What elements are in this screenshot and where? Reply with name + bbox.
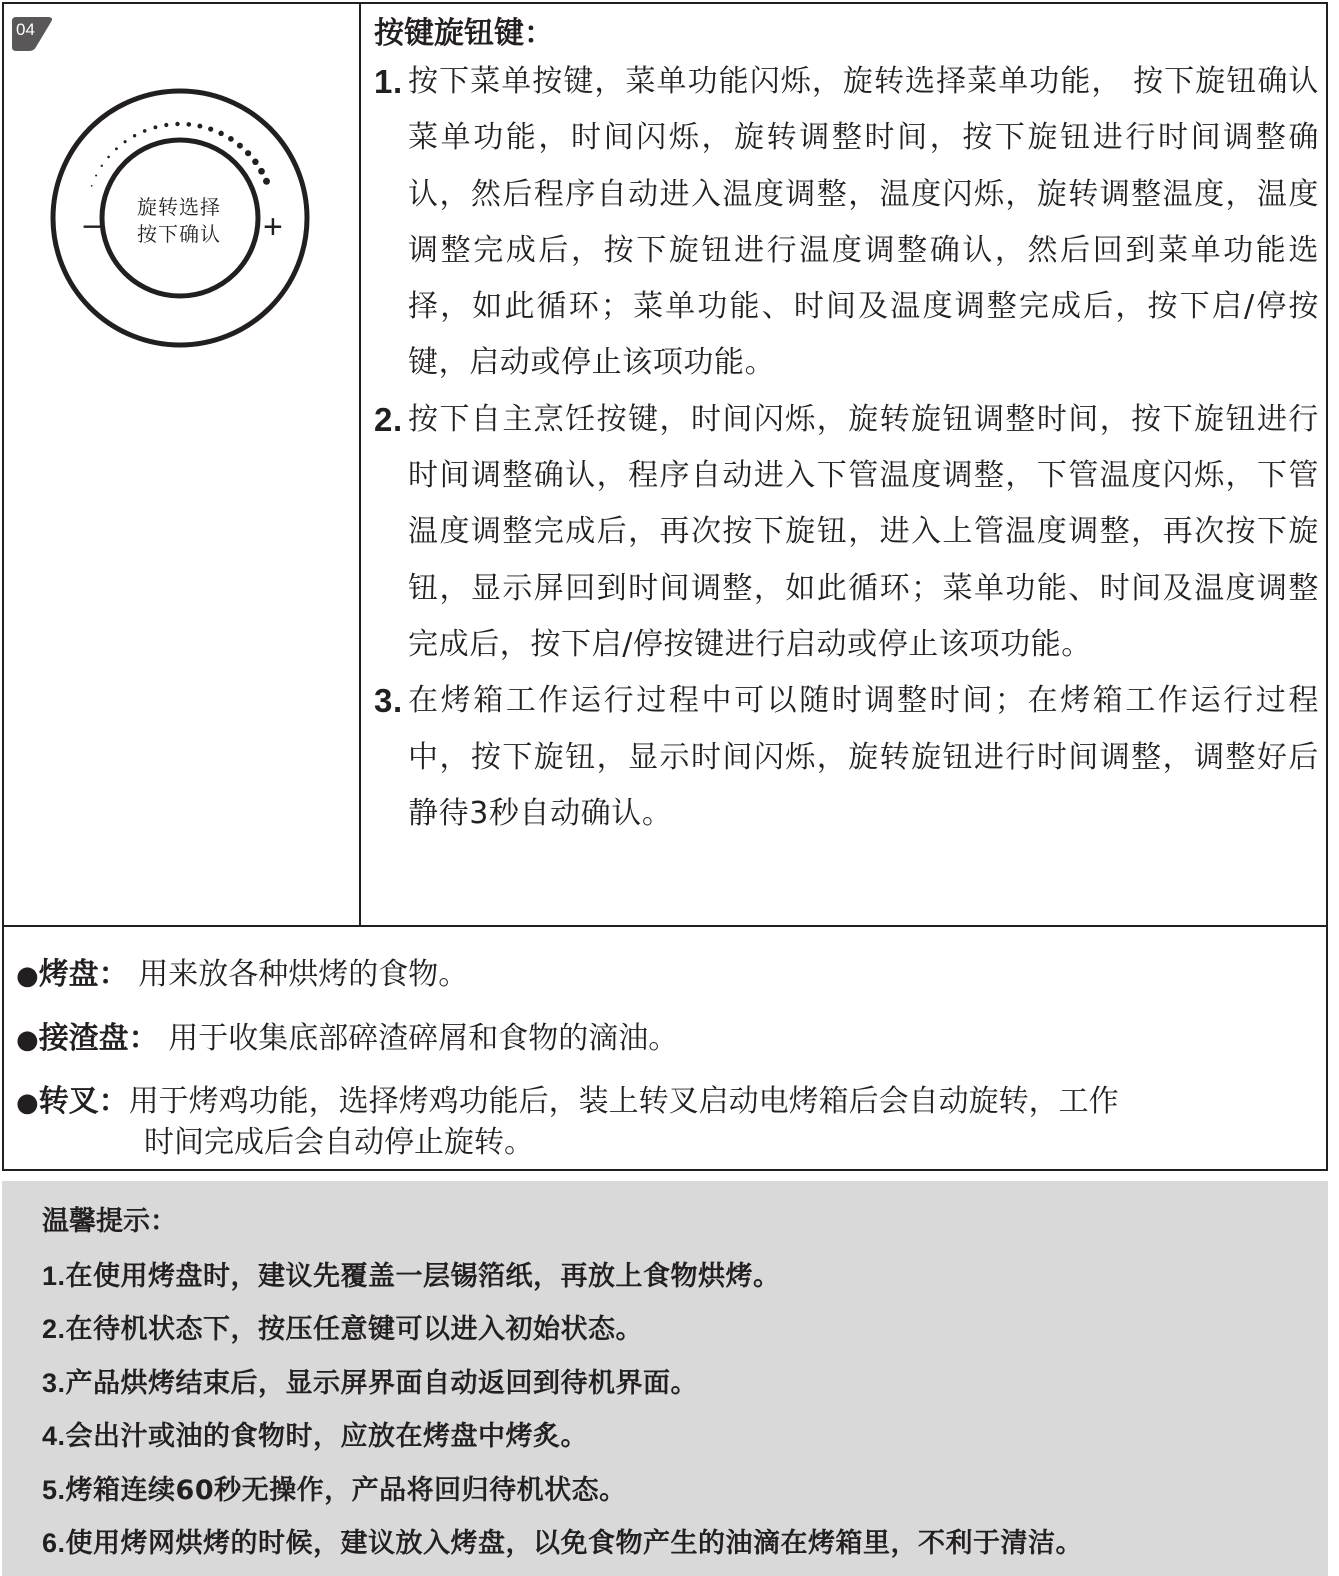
indicator-dot (95, 174, 97, 176)
knob-instructions (374, 14, 1319, 842)
tip-number: 6. (42, 1528, 66, 1558)
tip-item (42, 1361, 698, 1400)
accessory-desc-line2: 时间完成后会自动停止旋转。 (144, 1125, 534, 1160)
tip-text: 使用烤网烘烤的时候，建议放入烤盘，以免食物产生的油滴在烤箱里，不利于清洁。 (65, 1528, 1084, 1559)
tip-number: 2. (42, 1314, 66, 1344)
item-text: 按下自主烹饪按键，时间闪烁，旋转旋钮调整时间，按下旋钮进行时间调整确认，程序自动进入下管温度调整，下管温度闪烁，下管温度调整完成后，再次按下旋钮，进入上管温度调整，再次按下旋钮，显示屏回到时间调整，如此循环；菜单功能、时间及温度调整完成后，按下启/停按键进行启动或停止该项功能。 (408, 401, 1319, 662)
tip-item (42, 1254, 781, 1293)
accessory-desc: 用于烤鸡功能，选择烤鸡功能后，装上转叉启动电烤箱后会自动旋转，工作 (128, 1084, 1119, 1119)
accessory-desc: 用于收集底部碎渣碎屑和食物的滴油。 (168, 1021, 679, 1056)
tip-item (42, 1307, 643, 1346)
accessory-crumb-tray (16, 1019, 678, 1060)
page-number-tab (12, 17, 54, 51)
minus-sign: − (82, 208, 102, 246)
plus-sign: + (263, 208, 283, 246)
indicator-dot (143, 129, 147, 133)
item-text: 按下菜单按键，菜单功能闪烁，旋转选择菜单功能， 按下旋钮确认菜单功能，时间闪烁，旋转调整时间，按下旋钮进行时间调整确认，然后程序自动进入温度调整，温度闪烁，旋转调整温度，温度调整完成后，按下旋钮进行温度调整确认，然后回到菜单功能选择，如此循环；菜单功能、时间及温度调整完成后，按下启/停按键，启动或停止该项功能。 (408, 64, 1319, 381)
knob-instruction-item (374, 392, 1319, 673)
indicator-dot (237, 143, 243, 149)
indicator-dot (245, 150, 251, 156)
knob-section-title: 按键旋钮键： (374, 16, 554, 51)
indicator-dot (133, 134, 136, 137)
instruction-table (2, 2, 1328, 927)
bullet-icon: ● (16, 1088, 39, 1118)
indicator-dot (153, 125, 157, 129)
indicator-dot (197, 124, 202, 129)
tip-item (42, 1468, 627, 1507)
tips-title: 温馨提示： (42, 1206, 177, 1237)
indicator-dot (258, 168, 265, 175)
indicator-dot (91, 185, 93, 187)
indicator-dot (175, 122, 179, 126)
item-number: 2. (374, 400, 403, 438)
knob-instruction-item (374, 54, 1319, 392)
indicator-dot (228, 136, 234, 142)
indicator-dot (101, 165, 103, 167)
bullet-icon: ● (16, 961, 39, 991)
accessory-rotisserie-fork (16, 1082, 1119, 1163)
tip-number: 3. (42, 1368, 66, 1398)
tips-panel (2, 1181, 1328, 1576)
tip-text: 产品烘烤结束后，显示屏界面自动返回到待机界面。 (65, 1368, 699, 1399)
tip-item (42, 1521, 1083, 1560)
accessory-name: 转叉： (38, 1084, 129, 1119)
accessory-desc: 用来放各种烘烤的食物。 (138, 957, 469, 992)
tip-number: 1. (42, 1261, 66, 1291)
knob-label-press: 按下确认 (137, 222, 221, 246)
indicator-dot (218, 131, 223, 136)
indicator-dot (186, 122, 191, 127)
indicator-dot (263, 178, 270, 185)
indicator-dot (252, 159, 258, 165)
page-number: 04 (16, 20, 35, 39)
accessory-name: 接渣盘： (38, 1021, 159, 1056)
knob-instruction-item (374, 673, 1319, 842)
tip-text: 烤箱连续60秒无操作，产品将回归待机状态。 (65, 1475, 627, 1506)
bullet-icon: ● (16, 1025, 39, 1055)
indicator-dot (208, 127, 213, 132)
tip-text: 在使用烤盘时，建议先覆盖一层锡箔纸，再放上食物烘烤。 (65, 1261, 781, 1292)
indicator-dot (107, 156, 110, 159)
tip-item (42, 1414, 588, 1453)
knob-illustration-cell (4, 4, 361, 925)
accessory-baking-tray (16, 955, 468, 996)
tip-number: 5. (42, 1475, 66, 1505)
knob-label-rotate: 旋转选择 (137, 195, 221, 219)
indicator-dot (115, 147, 118, 150)
accessories-section (2, 927, 1328, 1171)
item-text: 在烤箱工作运行过程中可以随时调整时间；在烤箱工作运行过程中，按下旋钮，显示时间闪烁，旋转旋钮进行时间调整，调整好后静待3秒自动确认。 (408, 683, 1319, 831)
accessory-name: 烤盘： (38, 957, 129, 992)
indicator-dot (124, 140, 127, 143)
indicator-dot (164, 123, 168, 127)
rotation-indicator-dots (91, 122, 270, 187)
tip-text: 在待机状态下，按压任意键可以进入初始状态。 (65, 1314, 644, 1345)
item-number: 3. (374, 682, 403, 720)
item-number: 1. (374, 63, 403, 100)
tip-text: 会出汁或油的食物时，应放在烤盘中烤炙。 (65, 1421, 589, 1452)
knob-label (114, 194, 244, 248)
tip-number: 4. (42, 1421, 66, 1451)
